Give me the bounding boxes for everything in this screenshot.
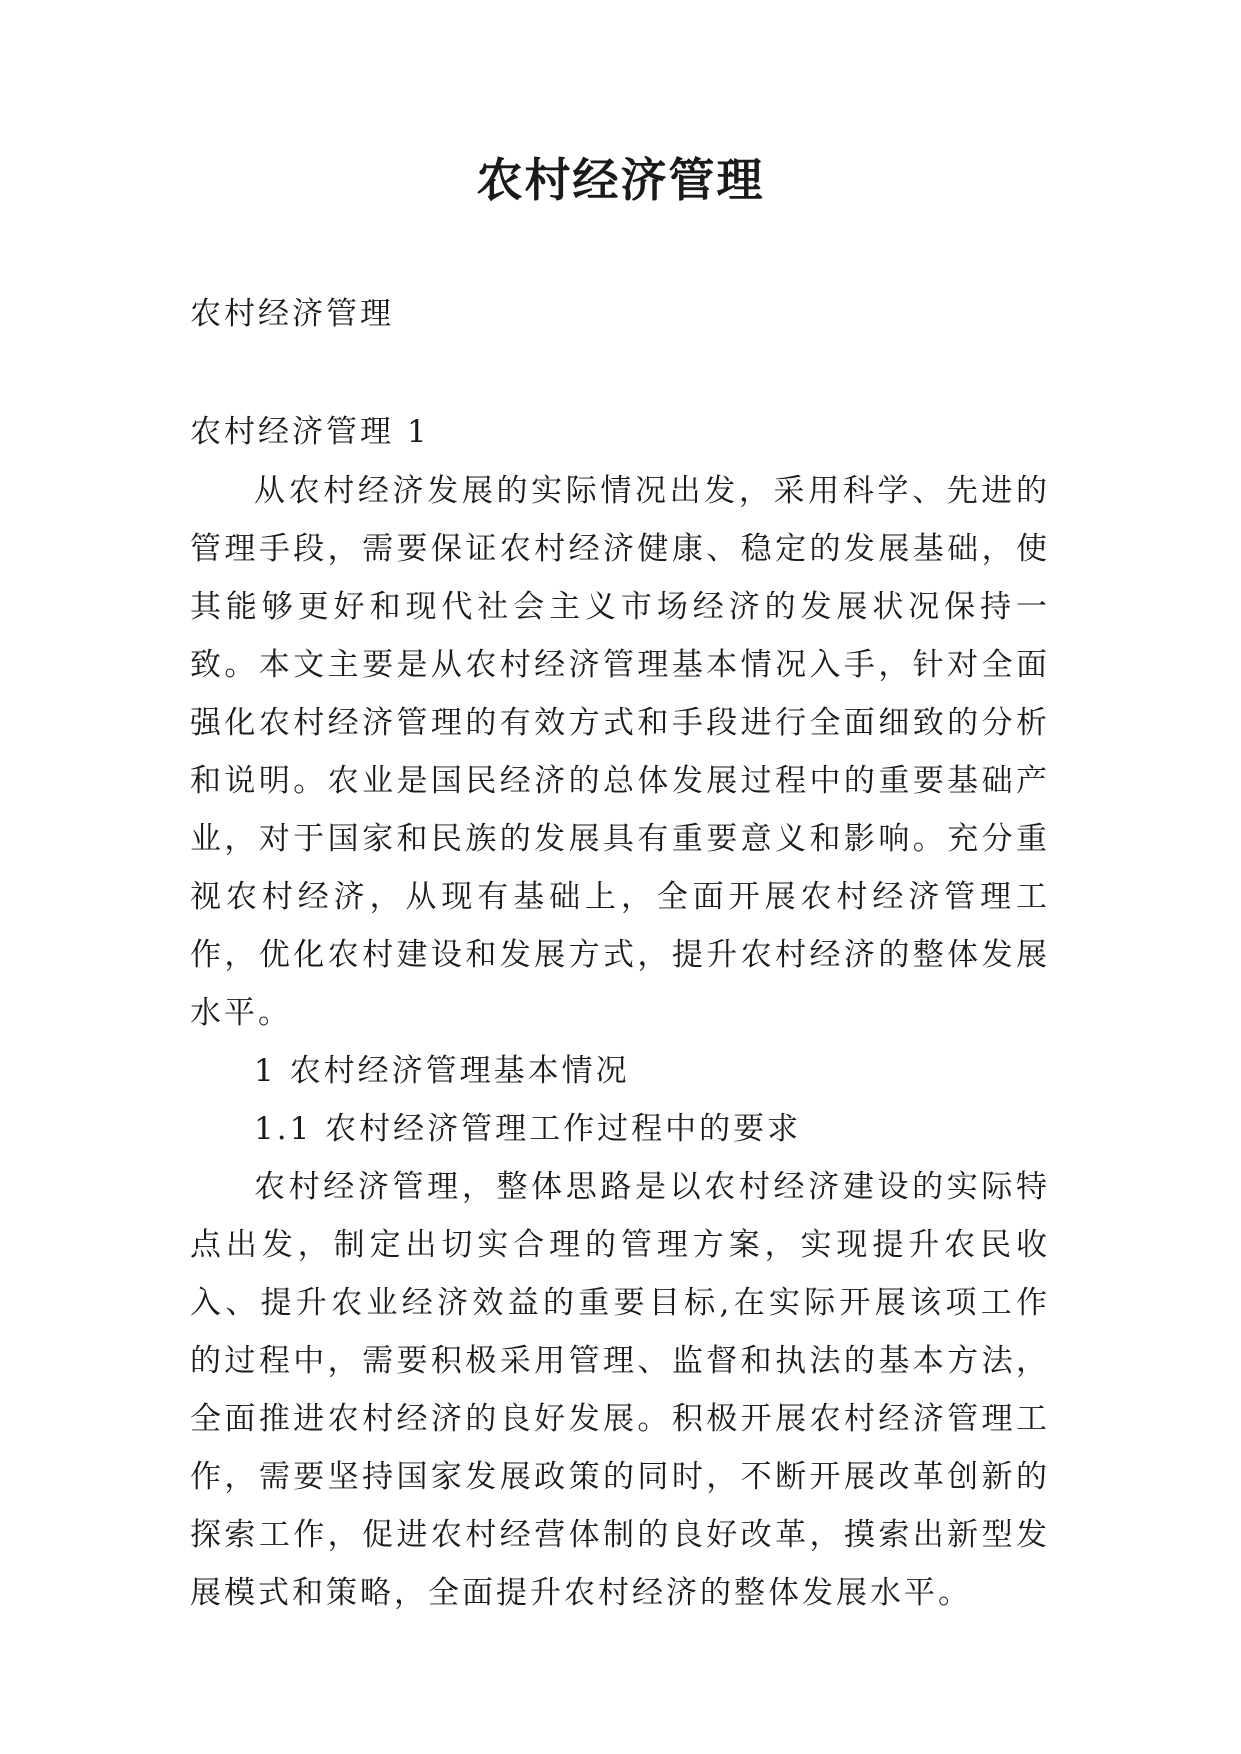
section-heading: 农村经济管理 1 <box>190 414 430 450</box>
heading-basic-situation: 1 农村经济管理基本情况 <box>254 1053 630 1089</box>
paragraph-management: 农村经济管理，整体思路是以农村经济建设的实际特点出发，制定出切实合理的管理方案，实现提升农民收入、提升农业经济效益的重要目标,在实际开展该项工作的过程中，需要积极采用管理、监督和执法的基本方法，全面推进农村经济的良好发展。积极开展农村经济管理工作，需要坚持国家发展政策的同时，不断开展改革创新的探索工作，促进农村经营体制的良好改革，摸索出新型发展模式和策略，全面提升农村经济的整体发展水平。 <box>190 1169 1050 1611</box>
document-subtitle: 农村经济管理 <box>190 296 394 332</box>
paragraph-intro: 从农村经济发展的实际情况出发，采用科学、先进的管理手段，需要保证农村经济健康、稳定的发展基础，使其能够更好和现代社会主义市场经济的发展状况保持一致。本文主要是从农村经济管理基本情况入手，针对全面强化农村经济管理的有效方式和手段进行全面细致的分析和说明。农业是国民经济的总体发展过程中的重要基础产业，对于国家和民族的发展具有重要意义和影响。充分重视农村经济，从现有基础上，全面开展农村经济管理工作，优化农村建设和发展方式，提升农村经济的整体发展水平。 <box>190 473 1050 1031</box>
document-title: 农村经济管理 <box>476 153 765 207</box>
document-body <box>190 462 1050 1622</box>
heading-work-requirements: 1.1 农村经济管理工作过程中的要求 <box>254 1111 802 1147</box>
